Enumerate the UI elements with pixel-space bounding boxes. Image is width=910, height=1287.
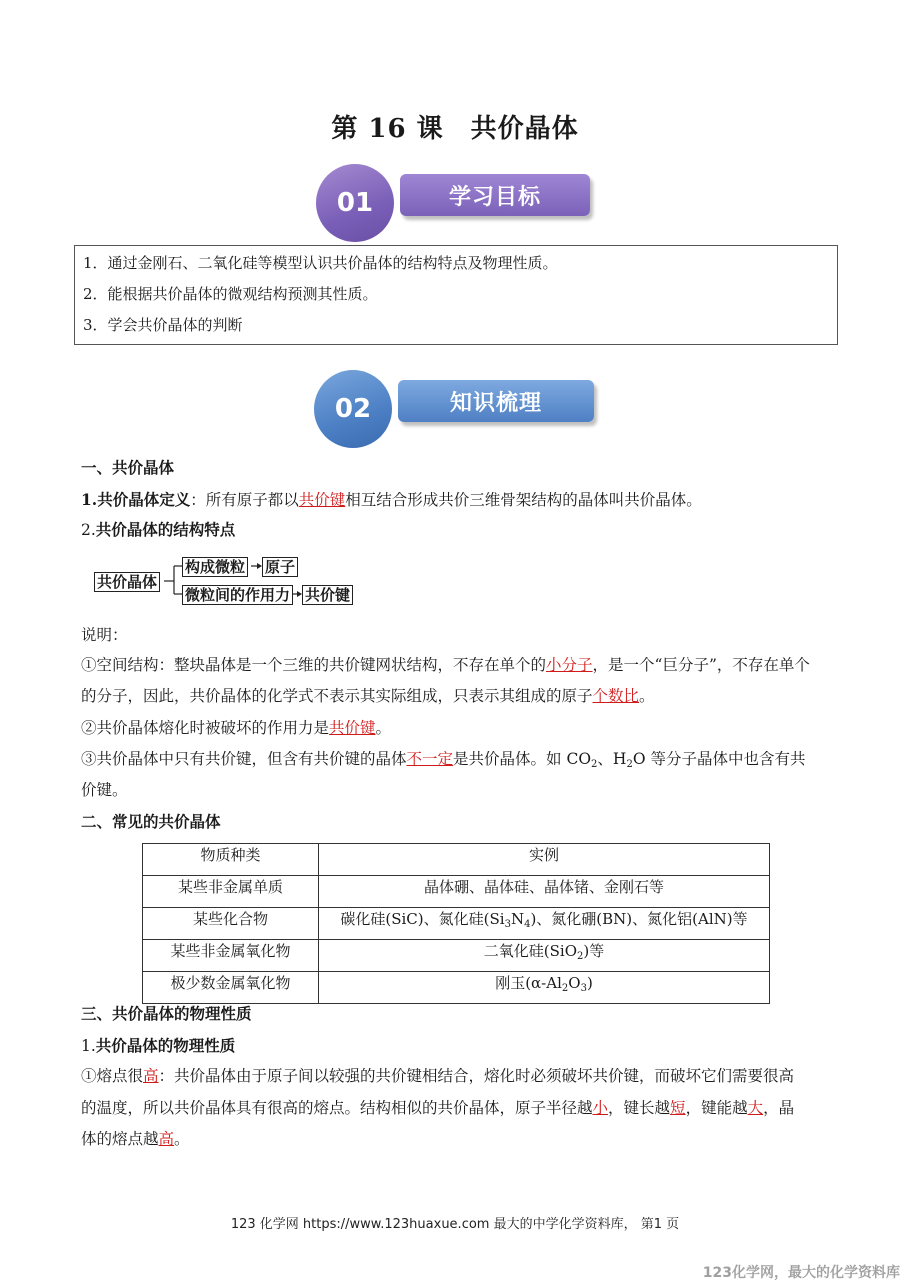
paragraph-4 <box>81 1061 831 1092</box>
text: ，键长越 <box>608 1099 671 1117</box>
text: ②共价晶体熔化时被破坏的作用力是 <box>81 719 330 737</box>
subscript: 4 <box>524 919 531 930</box>
key-term: 大 <box>747 1099 764 1117</box>
diagram-node: 构成微粒 <box>182 557 248 577</box>
goal-item: 1．通过金刚石、二氧化硅等模型认识共价晶体的结构特点及物理性质。 <box>83 254 558 272</box>
sub-title: 共价晶体的结构特点 <box>95 520 236 539</box>
text: ) <box>586 974 593 992</box>
key-term: 不一定 <box>406 750 454 768</box>
section-label: 学习目标 <box>400 174 590 216</box>
text: )、氮化硼(BN)、氮化铝(AlN)等 <box>530 910 748 928</box>
table-header: 实例 <box>319 844 770 876</box>
text: O 等分子晶体中也含有共 <box>632 750 806 768</box>
sub-num: 2. <box>81 521 96 539</box>
text: 的温度，所以共价晶体具有很高的熔点。结构相似的共价晶体，原子半径越 <box>81 1099 593 1117</box>
heading-3: 三、共价晶体的物理性质 <box>81 1004 252 1023</box>
table-row <box>143 876 770 908</box>
heading-1-2 <box>81 514 831 546</box>
subscript: 2 <box>626 759 633 770</box>
text: ①熔点很 <box>81 1067 144 1085</box>
watermark: 123化学网，最大的化学资料库 <box>702 1265 900 1281</box>
diagram-node: 微粒间的作用力 <box>182 585 293 605</box>
goals-box <box>74 245 838 345</box>
table-row <box>143 940 770 972</box>
def-text: 相互结合形成共价三维骨架结构的晶体叫共价晶体。 <box>345 491 702 509</box>
key-term: 共价键 <box>329 719 376 737</box>
section-badge-knowledge <box>314 370 594 450</box>
paragraph-4-end <box>81 1124 831 1155</box>
text: 刚玉(α-Al <box>495 974 562 992</box>
diagram-node: 原子 <box>262 557 298 577</box>
sub-num: 1. <box>81 1037 96 1055</box>
key-term: 高 <box>158 1130 175 1148</box>
def-num: 1. <box>81 490 98 509</box>
text: ①空间结构：整块晶体是一个三维的共价键网状结构，不存在单个的 <box>81 656 547 674</box>
table-header: 物质种类 <box>143 844 319 876</box>
text: 、H <box>597 750 627 768</box>
paragraph-1-cont <box>81 681 831 712</box>
text: ：共价晶体由于原子间以较强的共价键相结合，熔化时必须破坏共价键，而破坏它们需要很高 <box>158 1067 795 1085</box>
text: O <box>568 974 581 992</box>
text: ，晶 <box>763 1099 795 1117</box>
text: 二氧化硅(SiO <box>483 942 577 960</box>
key-term: 小分子 <box>546 656 593 674</box>
table-cell: 某些非金属氧化物 <box>143 940 319 972</box>
text: ③共价晶体中只有共价键，但含有共价键的晶体 <box>81 750 407 768</box>
heading-1: 一、共价晶体 <box>81 458 175 477</box>
paragraph-3-cont: 价键。 <box>81 781 128 799</box>
table-cell <box>319 908 770 940</box>
goal-item: 2．能根据共价晶体的微观结构预测其性质。 <box>83 285 378 303</box>
subscript: 3 <box>504 919 511 930</box>
table-row <box>143 908 770 940</box>
heading-3-1 <box>81 1030 831 1062</box>
paragraph-2 <box>81 713 831 744</box>
diagram-node: 共价键 <box>302 585 353 605</box>
paragraph-4-cont <box>81 1093 831 1124</box>
heading-2: 二、常见的共价晶体 <box>81 812 221 831</box>
table-cell: 极少数金属氧化物 <box>143 972 319 1004</box>
subscript: 3 <box>580 983 587 994</box>
table-header-row <box>143 844 770 876</box>
page-footer: 123 化学网 https://www.123huaxue.com 最大的中学化学资料库， 第1 页 <box>230 1217 680 1232</box>
text: 是共价晶体。如 CO <box>453 750 592 768</box>
text: 碳化硅(SiC)、氮化硅(Si <box>340 910 505 928</box>
text: 体的熔点越 <box>81 1130 159 1148</box>
def-key: 共价键 <box>298 491 346 509</box>
definition-line <box>81 484 831 516</box>
def-text: ：所有原子都以 <box>190 491 299 509</box>
page-title: 第 16 课 共价晶体 <box>331 114 579 144</box>
def-label: 共价晶体定义 <box>97 490 191 509</box>
text: ，键能越 <box>685 1099 748 1117</box>
key-term: 短 <box>670 1099 686 1117</box>
section-label: 知识梳理 <box>398 380 594 422</box>
text: )等 <box>583 942 605 960</box>
key-term: 高 <box>143 1067 159 1085</box>
structure-diagram <box>94 556 364 606</box>
key-term: 小 <box>592 1099 609 1117</box>
note-label: 说明： <box>81 626 128 644</box>
table-cell: 某些化合物 <box>143 908 319 940</box>
section-badge-goals <box>316 164 596 244</box>
subscript: 2 <box>577 951 584 962</box>
table-cell: 晶体硼、晶体硅、晶体锗、金刚石等 <box>319 876 770 908</box>
sub-title: 共价晶体的物理性质 <box>95 1036 236 1055</box>
table-cell: 某些非金属单质 <box>143 876 319 908</box>
subscript: 2 <box>561 983 569 994</box>
crystal-table <box>142 843 770 1004</box>
text: 。 <box>639 687 655 705</box>
key-term: 个数比 <box>592 687 640 705</box>
goal-item: 3．学会共价晶体的判断 <box>83 316 243 334</box>
text: ，是一个“巨分子”，不存在单个 <box>592 656 810 674</box>
text: 。 <box>375 719 392 737</box>
text: N <box>510 910 525 928</box>
text: 的分子，因此，共价晶体的化学式不表示其实际组成，只表示其组成的原子 <box>81 687 593 705</box>
section-number: 02 <box>314 370 392 448</box>
subscript: 2 <box>591 759 598 770</box>
paragraph-1 <box>81 650 831 681</box>
diagram-root: 共价晶体 <box>94 572 160 592</box>
section-number: 01 <box>316 164 394 242</box>
text: 。 <box>174 1130 190 1148</box>
table-cell <box>319 940 770 972</box>
